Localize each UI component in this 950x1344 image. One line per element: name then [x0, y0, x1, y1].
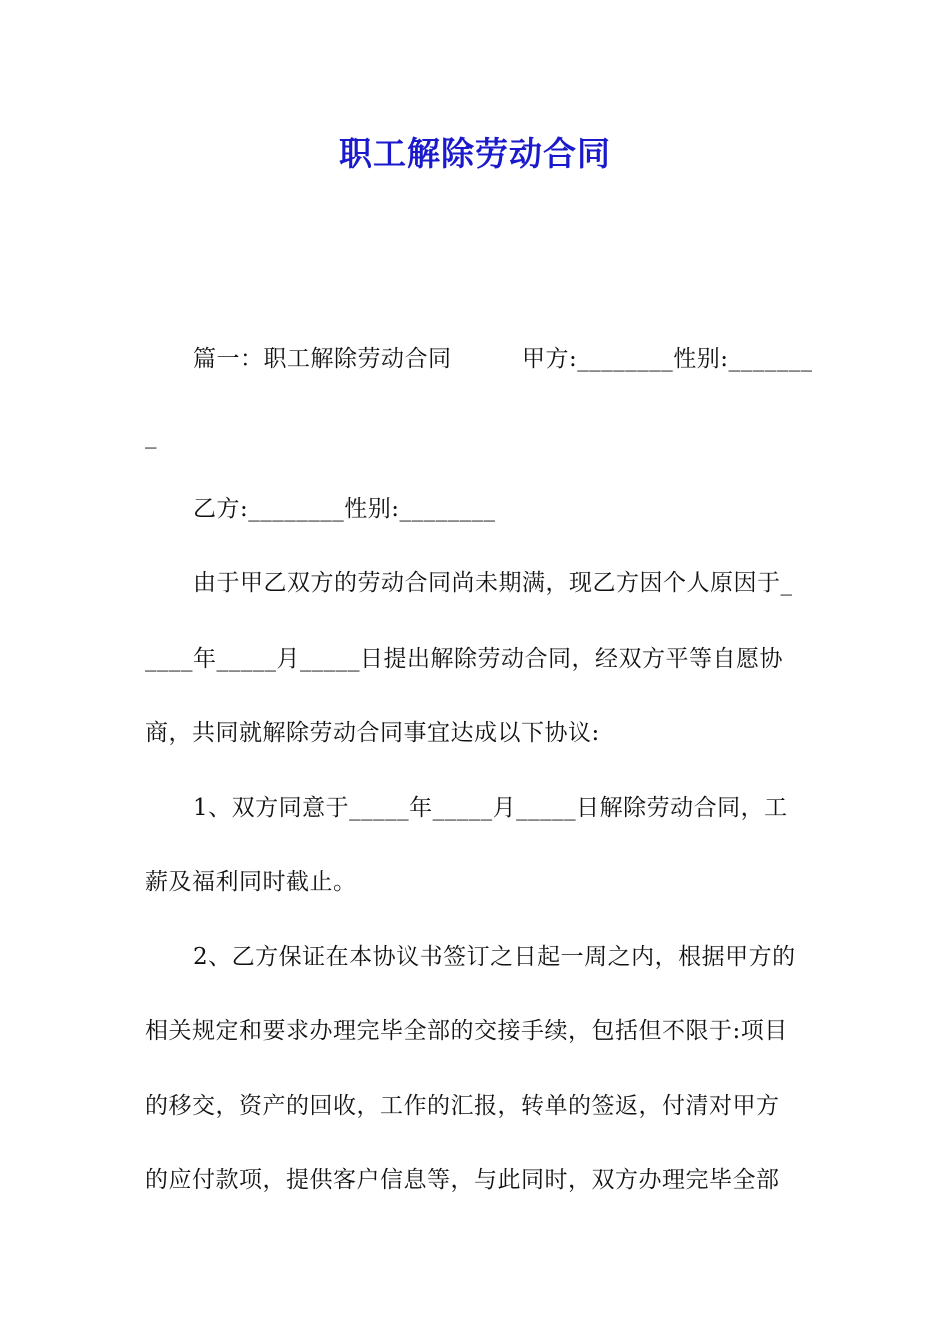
paragraph-line: 的应付款项，提供客户信息等，与此同时，双方办理完毕全部: [145, 1167, 780, 1193]
paragraph-line: 1、双方同意于_____年_____月_____日解除劳动合同，工: [193, 795, 788, 821]
paragraph-line: _: [145, 423, 157, 449]
paragraph-line: 相关规定和要求办理完毕全部的交接手续，包括但不限于:项目: [145, 1018, 788, 1044]
paragraph-line: 乙方:________性别:________: [193, 496, 496, 522]
paragraph-line: ____年_____月_____日提出解除劳动合同，经双方平等自愿协: [145, 646, 783, 672]
document-title: 职工解除劳动合同: [339, 134, 611, 173]
paragraph-line: 薪及福利同时截止。: [145, 869, 357, 895]
paragraph-line: 2、乙方保证在本协议书签订之日起一周之内，根据甲方的: [193, 944, 796, 970]
paragraph-line: 由于甲乙双方的劳动合同尚未期满，现乙方因个人原因于_: [193, 570, 793, 596]
paragraph-line: 的移交，资产的回收，工作的汇报，转单的签返，付清对甲方: [145, 1093, 780, 1119]
paragraph-line: 商，共同就解除劳动合同事宜达成以下协议:: [145, 720, 600, 746]
paragraph-line: 篇一：职工解除劳动合同 甲方:________性别:_______: [193, 346, 813, 372]
